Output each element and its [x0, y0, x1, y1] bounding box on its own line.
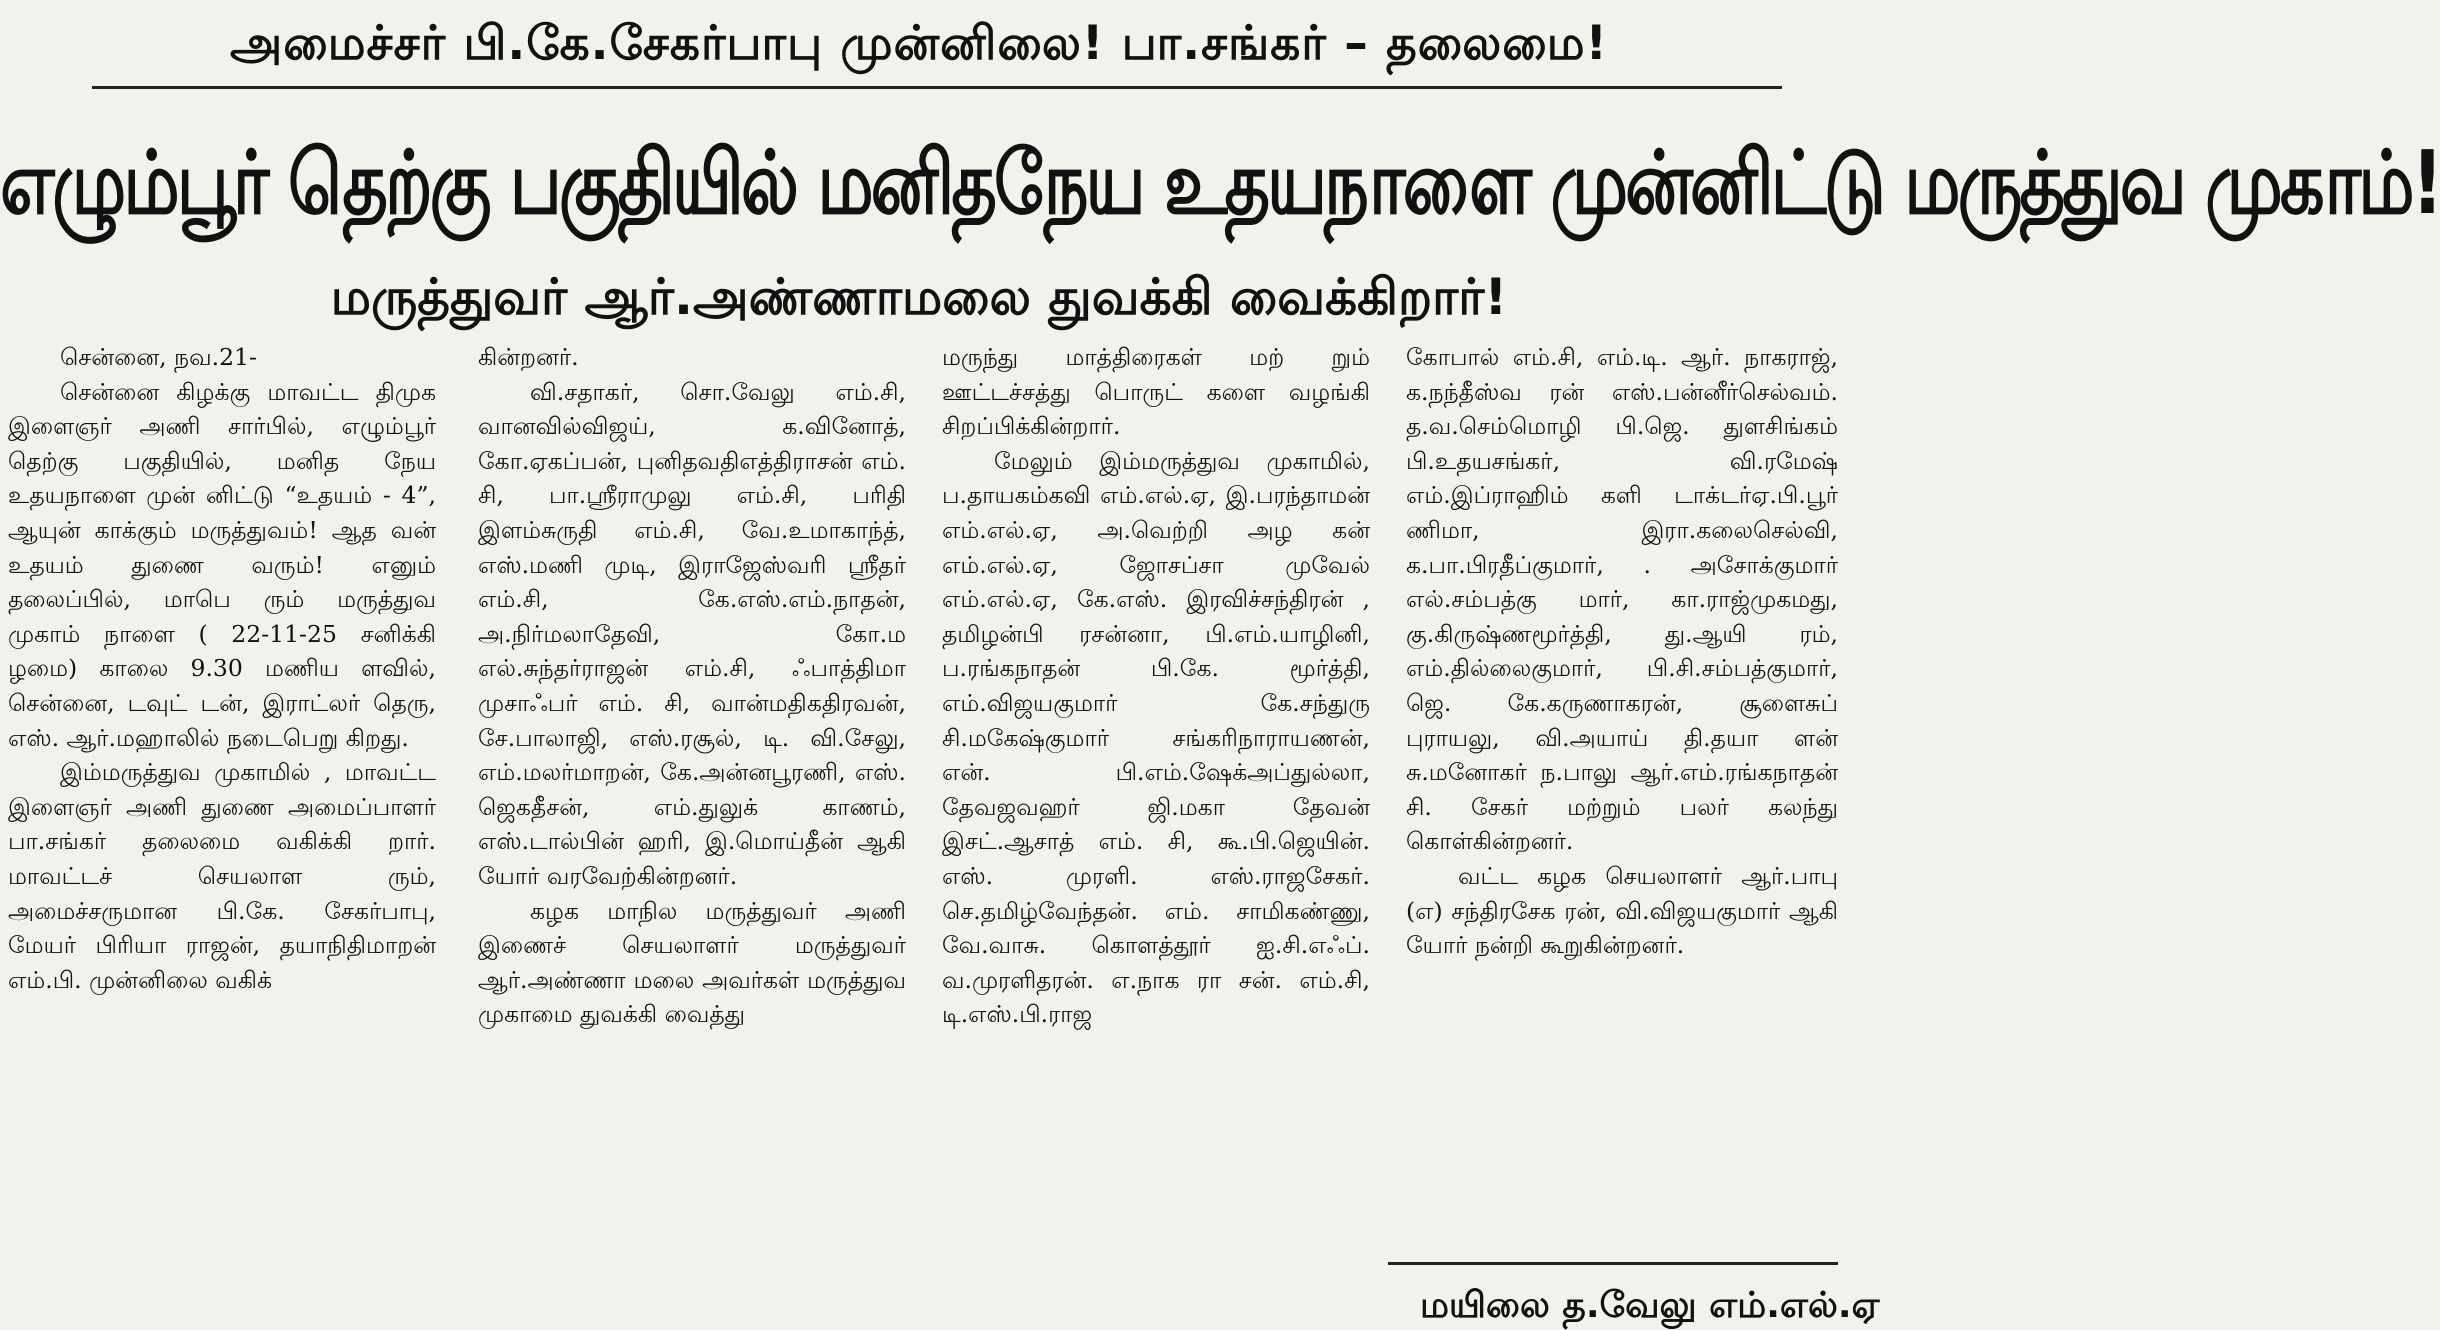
paragraph: மருந்து மாத்திரைகள் மற் றும் ஊட்டச்சத்து பொருட் களை வழங்கி சிறப்பிக்கின்றார். [942, 343, 1370, 441]
next-article-headline: மயிலை த.வேலு எம்.எல்.ஏ [1420, 1285, 1880, 1326]
article-column-1 [8, 340, 436, 1330]
main-headline: எழும்பூர் தெற்கு பகுதியில் மனிதநேய உதயநாளை முன்னிட்டு மருத்துவ முகாம்! [0, 131, 2440, 235]
article-column-2 [478, 340, 906, 1330]
paragraph: கின்றனர். [478, 343, 579, 371]
next-article-divider [1388, 1262, 1838, 1265]
sub-headline: மருத்துவர் ஆர்.அண்ணாமலை துவக்கி வைக்கிறார்! [330, 268, 1508, 326]
paragraph: கழக மாநில மருத்துவர் அணி இணைச் செயலாளர் மருத்துவர் ஆர்.அண்ணா மலை அவர்கள் மருத்துவ முகாமை துவக்கி வைத்து [478, 896, 906, 1029]
paragraph: கோபால் எம்.சி, எம்.டி. ஆர். நாகராஜ், க.நந்தீஸ்வ ரன் எஸ்.பன்னீர்செல்வம். த.வ.செம்மொழி பி.ஜெ. துளசிங்கம் பி.உதயசங்கர், வி.ரமேஷ் எம்.இப்ராஹிம் களி டாக்டர்ஏ.பி.பூர் ணிமா, இரா.கலைசெல்வி, க.பா.பிரதீப்குமார், . அசோக்குமார் எல்.சம்பத்கு மார், கா.ராஜ்முகமது, கு.கிருஷ்ணமூர்த்தி, து.ஆயி ரம், எம்.தில்லைகுமார், பி.சி.சம்பத்குமார், ஜெ. கே.கருணாகரன், சூளைசுப் புராயலு, வி.அயாய் தி.தயா ளன் சு.மனோகர் ந.பாலு ஆர்.எம்.ரங்கநாதன் சி. சேகர் மற்றும் பலர் கலந்து கொள்கின்றனர். [1406, 343, 1838, 856]
article-column-4 [1406, 340, 1838, 1170]
paragraph: சென்னை கிழக்கு மாவட்ட திமுக இளைஞர் அணி சார்பில், எழும்பூர் தெற்கு பகுதியில், மனித நேய உதயநாளை முன் னிட்டு “உதயம் - 4”, ஆயுன் காக்கும் மருத்துவம்! ஆத வன் உதயம் துணை வரும்! எனும் தலைப்பில், மாபெ ரும் மருத்துவ முகாம் நாளை ( 22-11-25 சனிக்கி ழமை) காலை 9.30 மணிய ளவில், சென்னை, டவுட் டன், இராட்லர் தெரு, எஸ். ஆர்.மஹாலில் நடைபெறு கிறது. [8, 377, 436, 752]
article-body [8, 340, 1838, 1330]
paragraph: இம்மருத்துவ முகாமில் , மாவட்ட இளைஞர் அணி துணை அமைப்பாளர் பா.சங்கர் தலைமை வகிக்கி றார். மாவட்டச் செயலாள ரும், அமைச்சருமான பி.கே. சேகர்பாபு, மேயர் பிரியா ராஜன், தயாநிதிமாறன் எம்.பி. முன்னிலை வகிக் [8, 758, 436, 994]
article-column-3 [942, 340, 1370, 1330]
kicker-headline: அமைச்சர் பி.கே.சேகர்பாபு முன்னிலை! பா.சங்கர் – தலைமை! [230, 16, 1608, 71]
paragraph: வட்ட கழக செயலாளர் ஆர்.பாபு (எ) சந்திரசேக ரன், வி.விஜயகுமார் ஆகி யோர் நன்றி கூறுகின்றனர். [1406, 861, 1838, 960]
paragraph: மேலும் இம்மருத்துவ முகாமில், ப.தாயகம்கவி எம்.எல்.ஏ, இ.பரந்தாமன் எம்.எல்.ஏ, அ.வெற்றி அழ கன் எம்.எல்.ஏ, ஜோசப்சா முவேல் எம்.எல்.ஏ, கே.எஸ். இரவிச்சந்திரன் , தமிழன்பி ரசன்னா, பி.எம்.யாழினி, ப.ரங்கநாதன் பி.கே. மூர்த்தி, எம்.விஜயகுமார் கே.சந்துரு சி.மகேஷ்குமார் சங்கரிநாராயணன், என். பி.எம்.ஷேக்அப்துல்லா, தேவஜவஹர் ஜி.மகா தேவன் இசட்.ஆசாத் எம். சி, கூ.பி.ஜெயின். எஸ். முரளி. எஸ்.ராஜசேகர். செ.தமிழ்வேந்தன். எம். சாமிகண்ணு, வே.வாசு. கொளத்தூர் ஐ.சி.எஃப். வ.முரளிதரன். எ.நாக ரா சன். எம்.சி, டி.எஸ்.பி.ராஜ [942, 446, 1370, 1029]
paragraph: வி.சதாகர், சொ.வேலு எம்.சி, வானவில்விஜய், க.வினோத், கோ.ஏகப்பன், புனிதவதிஎத்திராசன் எம். சி, பா.ஸ்ரீராமுலு எம்.சி, பரிதி இளம்சுருதி எம்.சி, வே.உமாகாந்த், எஸ்.மணி முடி, இராஜேஸ்வரி ஸ்ரீதர் எம்.சி, கே.எஸ்.எம்.நாதன், அ.நிர்மலாதேவி, கோ.ம எல்.சுந்தர்ராஜன் எம்.சி, ஃபாத்திமா முசாஃபர் எம். சி, வான்மதிகதிரவன், சே.பாலாஜி, எஸ்.ரசூல், டி. வி.சேலு, எம்.மலர்மாறன், கே.அன்னபூரணி, எஸ். ஜெகதீசன், எம்.துலுக் காணம், எஸ்.டால்பின் ஹரி, இ.மொய்தீன் ஆகி யோர் வரவேற்கின்றனர். [478, 377, 906, 890]
dateline: சென்னை, நவ.21- [60, 343, 257, 371]
